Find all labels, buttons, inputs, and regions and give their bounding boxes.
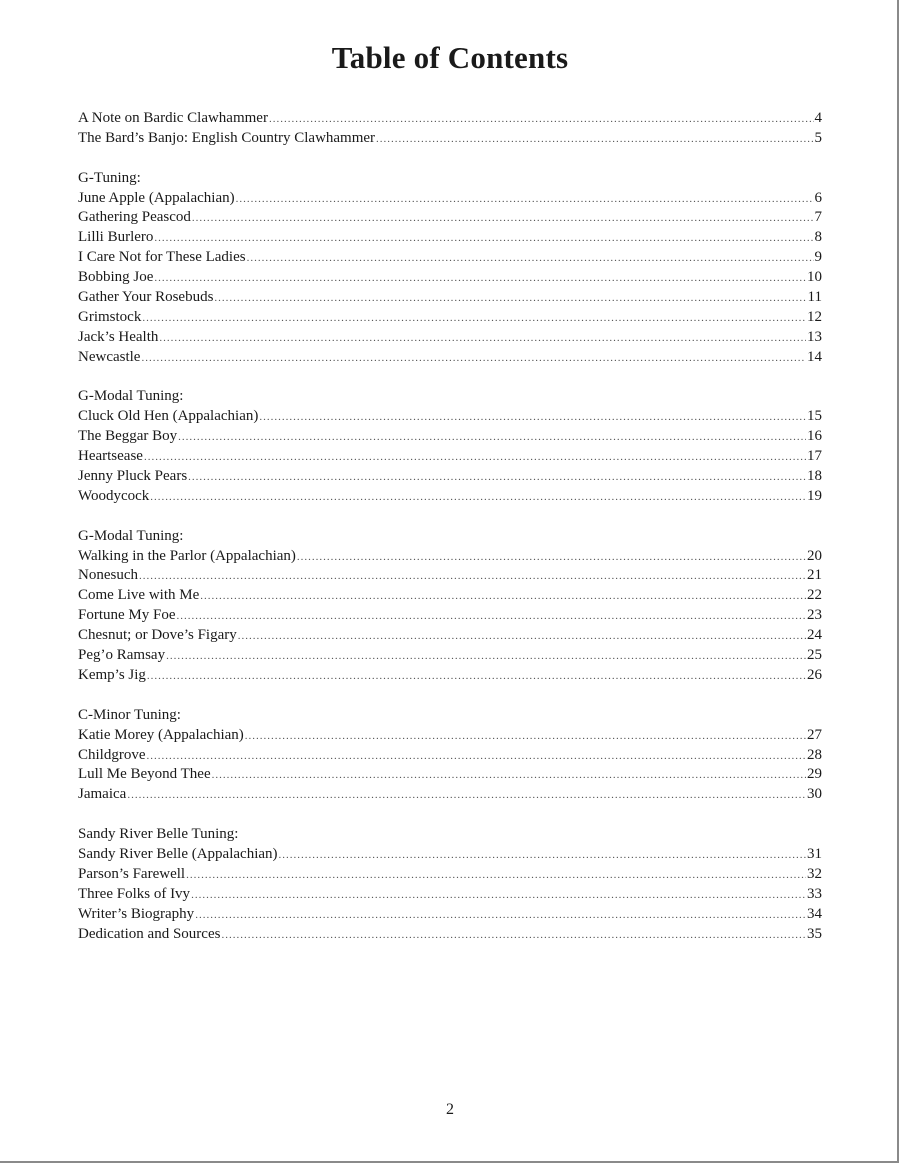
toc-entry-page: 22 [807,587,822,604]
dot-leader [141,349,806,369]
toc-entry-page: 9 [814,249,822,266]
toc-entry[interactable] [78,427,822,447]
toc-entry-title: The Bard’s Banjo: English Country Clawhammer [78,129,376,146]
toc-entry-page: 8 [814,229,822,246]
toc-entry-page: 35 [807,925,822,942]
toc-entry-page: 24 [807,627,822,644]
toc-entry-title: Cluck Old Hen (Appalachian) [78,408,259,425]
toc-entry[interactable] [78,666,822,686]
toc-entry-title: Jack’s Health [78,328,159,345]
toc-entry[interactable] [78,487,822,507]
toc-entry[interactable] [78,467,822,487]
dot-leader [139,567,806,587]
toc-entry-page: 20 [807,547,822,564]
toc-entry-title: Bobbing Joe [78,269,154,286]
dot-leader [214,289,806,309]
toc-entry[interactable] [78,885,822,905]
toc-entry[interactable] [78,447,822,467]
dot-leader [144,448,806,468]
dot-leader [188,468,806,488]
dot-leader [147,747,807,767]
toc-entry[interactable] [78,566,822,586]
dot-leader [269,110,814,130]
toc-entry[interactable] [78,109,822,129]
toc-entry-title: I Care Not for These Ladies [78,249,246,266]
toc-entry-title: Jamaica [78,786,127,803]
toc-entry-page: 10 [807,269,822,286]
dot-leader [166,647,806,667]
toc-entry-page: 30 [807,786,822,803]
dot-leader [150,488,806,508]
section-spacer [78,805,822,825]
dot-leader [192,209,814,229]
toc-entry-title: Parson’s Farewell [78,865,186,882]
section-spacer [78,507,822,527]
dot-leader [245,727,806,747]
toc-entry-page: 19 [807,487,822,504]
toc-section [78,387,822,506]
toc-entry-title: Lull Me Beyond Thee [78,766,211,783]
toc-entry-title: Sandy River Belle (Appalachian) [78,845,278,862]
toc-section [78,706,822,805]
toc-entry-title: Peg’o Ramsay [78,647,166,664]
toc-entry[interactable] [78,288,822,308]
toc-entry-page: 34 [807,905,822,922]
toc-entry-title: Grimstock [78,308,142,325]
toc-entry-page: 23 [807,607,822,624]
toc-entry[interactable] [78,646,822,666]
table-of-contents [78,109,822,944]
toc-entry-page: 11 [807,289,822,306]
toc-entry[interactable] [78,626,822,646]
toc-entry-page: 18 [807,468,822,485]
page-title: Table of Contents [331,40,569,75]
toc-entry[interactable] [78,905,822,925]
toc-entry-page: 26 [807,666,822,683]
dot-leader [247,249,814,269]
toc-entry-title: Gathering Peascod [78,209,191,226]
toc-entry-page: 14 [807,348,822,365]
dot-leader [279,846,806,866]
toc-entry-page: 6 [814,189,822,206]
toc-entry-page: 15 [807,408,822,425]
dot-leader [127,786,806,806]
toc-entry[interactable] [78,586,822,606]
toc-entry-title: Woodycock [78,487,150,504]
toc-entry-title: Jenny Pluck Pears [78,468,188,485]
dot-leader [159,329,806,349]
toc-entry[interactable] [78,248,822,268]
toc-entry-title: Walking in the Parlor (Appalachian) [78,547,296,564]
toc-entry-title: Kemp’s Jig [78,666,146,683]
dot-leader [154,229,813,249]
toc-entry-title: Heartsease [78,448,143,465]
toc-entry-title: Fortune My Foe [78,607,176,624]
toc-entry-title: A Note on Bardic Clawhammer [78,110,268,126]
toc-entry-page: 5 [814,129,822,146]
toc-entry-page: 28 [807,746,822,763]
toc-entry-page: 32 [807,865,822,882]
section-spacer [78,686,822,706]
toc-section [78,527,822,686]
toc-entry[interactable] [78,765,822,785]
toc-entry-title: The Beggar Boy [78,428,178,445]
toc-entry[interactable] [78,785,822,805]
dot-leader [147,667,806,687]
toc-entry[interactable] [78,925,822,945]
toc-entry[interactable] [78,726,822,746]
dot-leader [195,906,806,926]
toc-entry-page: 27 [807,726,822,743]
toc-entry[interactable] [78,208,822,228]
dot-leader [191,886,806,906]
toc-section [78,825,822,944]
section-spacer [78,368,822,388]
toc-entry-page: 4 [814,110,822,126]
toc-entry-title: Newcastle [78,348,141,365]
section-heading: C-Minor Tuning: [78,706,181,723]
toc-entry-page: 17 [807,448,822,465]
toc-entry-title: Three Folks of Ivy [78,885,191,902]
dot-leader [376,130,813,150]
toc-entry[interactable] [78,865,822,885]
toc-entry[interactable] [78,746,822,766]
toc-entry[interactable] [78,328,822,348]
dot-leader [236,190,814,210]
toc-entry-page: 12 [807,308,822,325]
toc-entry[interactable] [78,228,822,248]
dot-leader [178,428,806,448]
toc-entry-page: 33 [807,885,822,902]
toc-entry-title: Writer’s Biography [78,905,195,922]
toc-entry-title: Gather Your Rosebuds [78,289,214,306]
dot-leader [238,627,806,647]
page-number: 2 [446,1101,454,1118]
section-heading: Sandy River Belle Tuning: [78,826,239,843]
toc-entry-page: 13 [807,328,822,345]
dot-leader [186,866,806,886]
section-heading: G-Modal Tuning: [78,388,184,405]
dot-leader [259,408,806,428]
toc-entry[interactable] [78,407,822,427]
toc-entry-title: Lilli Burlero [78,229,154,246]
dot-leader [142,309,806,329]
dot-leader [177,607,807,627]
toc-entry[interactable] [78,308,822,328]
dot-leader [200,587,806,607]
toc-entry[interactable] [78,268,822,288]
section-heading: G-Tuning: [78,169,141,186]
section-heading: G-Modal Tuning: [78,527,184,544]
toc-entry[interactable] [78,348,822,368]
toc-entry-title: Dedication and Sources [78,925,221,942]
toc-section [78,169,822,368]
toc-entry-page: 31 [807,845,822,862]
toc-entry-title: Childgrove [78,746,146,763]
toc-entry[interactable] [78,129,822,149]
toc-entry-title: Come Live with Me [78,587,200,604]
dot-leader [297,548,806,568]
toc-entry-title: Katie Morey (Appalachian) [78,726,244,743]
toc-entry-title: Nonesuch [78,567,138,584]
toc-entry[interactable] [78,845,822,865]
dot-leader [154,269,806,289]
toc-entry-page: 16 [807,428,822,445]
toc-entry-page: 29 [807,766,822,783]
toc-entry-page: 21 [807,567,822,584]
toc-entry-page: 25 [807,647,822,664]
toc-entry-page: 7 [814,209,822,226]
toc-entry[interactable] [78,606,822,626]
toc-entry-title: Chesnut; or Dove’s Figary [78,627,237,644]
toc-entry-title: June Apple (Appalachian) [78,189,235,206]
section-spacer [78,149,822,169]
dot-leader [221,926,806,946]
toc-entry[interactable] [78,189,822,209]
dot-leader [212,766,806,786]
toc-entry[interactable] [78,547,822,567]
